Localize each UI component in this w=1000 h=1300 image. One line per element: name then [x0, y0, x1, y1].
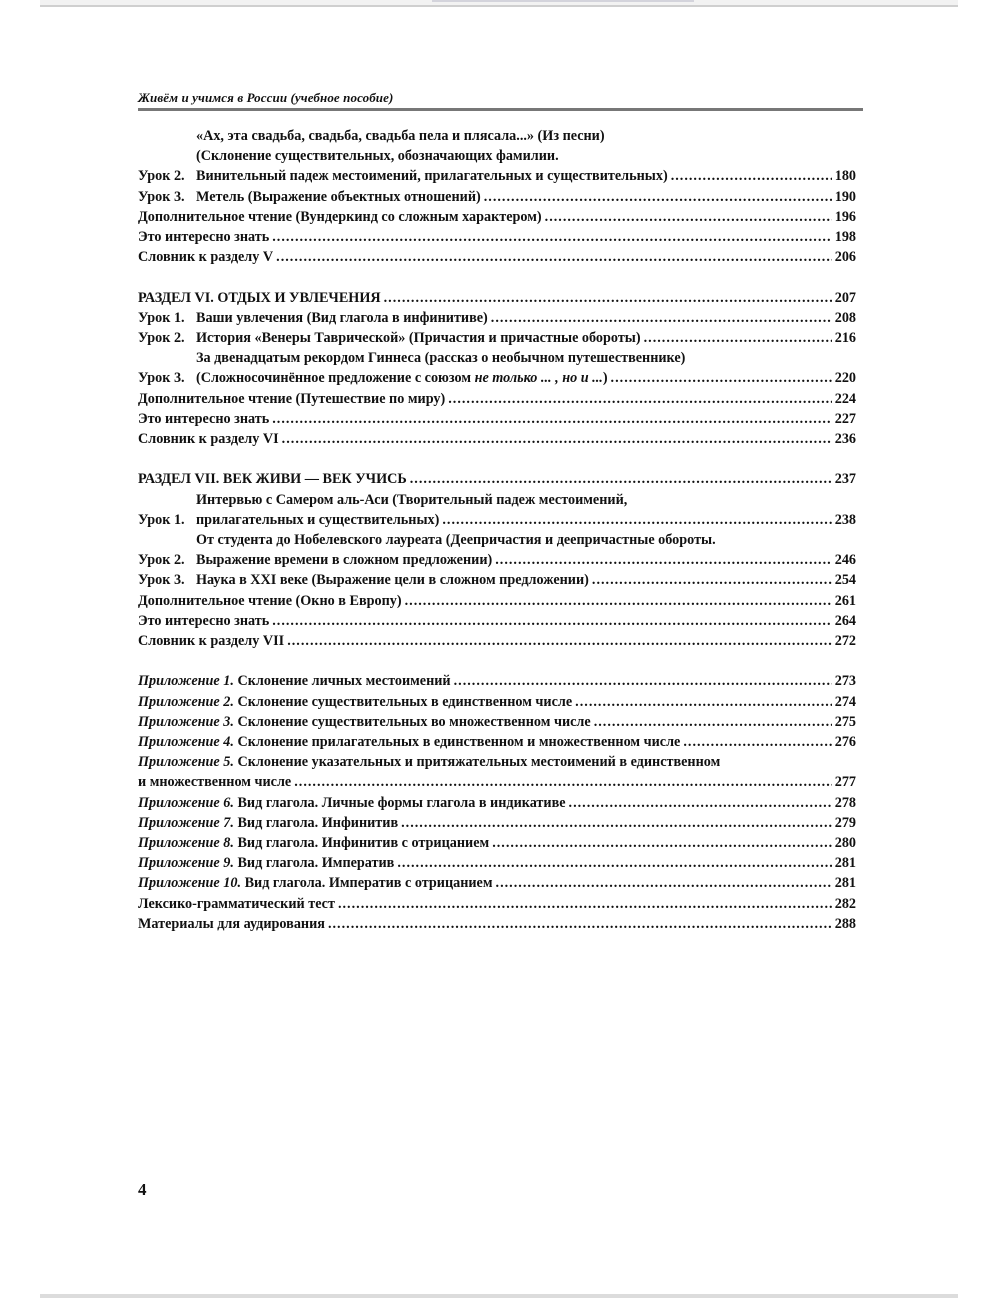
dot-leader	[575, 692, 832, 712]
appendix-label: Приложение 9.	[138, 855, 234, 872]
lesson-number: Урок 3.	[138, 572, 185, 589]
page-ref: 246	[834, 552, 856, 569]
entry-title-line: От студента до Нобелевского лауреата (Деепричастия и деепричастные обороты.	[196, 532, 716, 549]
page-ref: 281	[834, 855, 856, 872]
appendix-label: Приложение 4.	[138, 734, 234, 751]
entry-title-line: Ваши увлечения (Вид глагола в инфинитиве)	[196, 309, 488, 326]
page-ref: 282	[834, 895, 856, 912]
toc-entry-lesson[interactable]	[138, 490, 856, 530]
appendix-label: Приложение 2.	[138, 693, 234, 710]
dot-leader	[397, 853, 831, 873]
entry-title: Дополнительное чтение (Путешествие по миру)	[138, 390, 446, 407]
appendix-title: Склонение существительных во множественном числе	[233, 713, 591, 730]
viewer-scroll-handle[interactable]	[432, 0, 694, 2]
appendix-title: Склонение указательных и притяжательных местоимений в единственном	[233, 754, 721, 771]
toc-appendices	[138, 671, 856, 934]
toc-entry[interactable]	[138, 591, 856, 611]
appendix-entry[interactable]	[138, 813, 856, 833]
appendix-title-continued: и множественном числе	[138, 774, 292, 791]
page-ref: 288	[834, 915, 856, 932]
page-ref: 238	[834, 511, 856, 528]
dot-leader	[287, 631, 832, 651]
dot-leader	[569, 793, 832, 813]
page-ref: 236	[834, 431, 856, 448]
appendix-label: Приложение 6.	[138, 794, 234, 811]
toc-entry[interactable]	[138, 914, 856, 934]
appendix-title: Вид глагола. Инфинитив	[233, 814, 399, 831]
toc-section-6	[138, 288, 856, 450]
entry-title-line: Выражение времени в сложном предложении)	[196, 552, 493, 569]
table-of-contents	[138, 126, 856, 934]
appendix-entry[interactable]	[138, 692, 856, 712]
appendix-title: Вид глагола. Императив	[233, 855, 395, 872]
entry-title: Словник к разделу VII	[138, 633, 285, 650]
page-ref: 190	[834, 188, 856, 205]
toc-entry[interactable]	[138, 389, 856, 409]
toc-entry-lesson[interactable]	[138, 328, 856, 348]
lesson-number: Урок 1.	[138, 309, 185, 326]
entry-title: Словник к разделу VI	[138, 431, 279, 448]
page-ref: 216	[834, 330, 856, 347]
dot-leader	[272, 611, 832, 631]
lesson-number: Урок 3.	[138, 370, 185, 387]
page-ref: 224	[834, 390, 856, 407]
dot-leader	[592, 570, 832, 590]
dot-leader	[282, 429, 832, 449]
toc-entry[interactable]	[138, 894, 856, 914]
entry-title-line: Метель (Выражение объектных отношений)	[196, 188, 481, 205]
page-ref: 278	[834, 794, 856, 811]
entry-title-line: Винительный падеж местоимений, прилагательных и существительных)	[196, 168, 668, 185]
section-title: РАЗДЕЛ VI. ОТДЫХ И УВЛЕЧЕНИЯ	[138, 289, 381, 306]
page-ref: 237	[834, 471, 856, 488]
toc-entry[interactable]	[138, 247, 856, 267]
page-ref: 274	[834, 693, 856, 710]
page-ref: 208	[834, 309, 856, 326]
dot-leader	[492, 833, 832, 853]
page-ref: 273	[834, 673, 856, 690]
entry-title: Это интересно знать	[138, 612, 270, 629]
dot-leader	[442, 510, 831, 530]
dot-leader	[338, 894, 832, 914]
dot-leader	[405, 591, 832, 611]
appendix-title: Вид глагола. Императив с отрицанием	[241, 875, 493, 892]
toc-entry[interactable]	[138, 631, 856, 651]
appendix-title: Склонение личных местоимений	[233, 673, 451, 690]
dot-leader	[384, 288, 832, 308]
dot-leader	[683, 732, 831, 752]
entry-title-line: (Склонение существительных, обозначающих фамилии.	[196, 148, 559, 165]
page-ref: 277	[834, 774, 856, 791]
entry-title-line: За двенадцатым рекордом Гиннеса (рассказ о необычном путешественнике)	[196, 350, 686, 367]
dot-leader	[276, 247, 832, 267]
entry-title-line: «Ах, эта свадьба, свадьба, свадьба пела и плясала...» (Из песни)	[196, 128, 605, 144]
lesson-number: Урок 2.	[138, 168, 185, 185]
appendix-entry[interactable]	[138, 873, 856, 893]
entry-title: Дополнительное чтение (Окно в Европу)	[138, 592, 402, 609]
running-head: Живём и учимся в России (учебное пособие)	[138, 90, 863, 111]
dot-leader	[545, 207, 832, 227]
title-italic-phrase: не только ... , но и ...	[474, 370, 603, 387]
section-heading[interactable]	[138, 469, 856, 489]
lesson-number: Урок 1.	[138, 511, 185, 528]
appendix-entry[interactable]	[138, 793, 856, 813]
page-ref: 227	[834, 410, 856, 427]
dot-leader	[491, 308, 832, 328]
dot-leader	[496, 873, 832, 893]
page-ref: 180	[834, 168, 856, 185]
appendix-entry[interactable]	[138, 712, 856, 732]
page-ref: 280	[834, 835, 856, 852]
appendix-label: Приложение 3.	[138, 713, 234, 730]
dot-leader	[294, 772, 832, 792]
appendix-title: Склонение существительных в единственном числе	[233, 693, 573, 710]
appendix-label: Приложение 10.	[138, 875, 242, 892]
appendix-label: Приложение 7.	[138, 814, 234, 831]
page-ref: 198	[834, 229, 856, 246]
toc-entry-lesson[interactable]	[138, 187, 856, 207]
page-bottom-edge	[40, 1294, 958, 1298]
toc-section-7	[138, 469, 856, 651]
page-ref: 281	[834, 875, 856, 892]
entry-title: Материалы для аудирования	[138, 915, 325, 932]
appendix-entry[interactable]	[138, 732, 856, 752]
dot-leader	[495, 550, 832, 570]
toc-entry-lesson[interactable]	[138, 530, 856, 570]
entry-title-line	[196, 368, 608, 388]
page-ref: 254	[834, 572, 856, 589]
toc-entry[interactable]	[138, 429, 856, 449]
page-ref: 279	[834, 814, 856, 831]
section-heading[interactable]	[138, 288, 856, 308]
page-ref: 272	[834, 633, 856, 650]
appendix-entry[interactable]	[138, 833, 856, 853]
entry-title-line: Наука в XXI веке (Выражение цели в сложном предложении)	[196, 572, 589, 589]
entry-title-line: прилагательных и существительных)	[196, 511, 440, 528]
entry-title-line: Интервью с Самером аль-Аси (Творительный падеж местоимений,	[196, 491, 628, 508]
toc-entry-lesson[interactable]	[138, 570, 856, 590]
page-ref: 196	[834, 208, 856, 225]
entry-title-line: История «Венеры Таврической» (Причастия и причастные обороты)	[196, 330, 641, 347]
toc-entry[interactable]	[138, 611, 856, 631]
appendix-entry[interactable]	[138, 671, 856, 691]
page-ref: 261	[834, 592, 856, 609]
appendix-entry[interactable]	[138, 752, 856, 792]
dot-leader	[484, 187, 832, 207]
lesson-number: Урок 3.	[138, 188, 185, 205]
dot-leader	[272, 227, 832, 247]
appendix-title: Склонение прилагательных в единственном и множественном числе	[233, 734, 681, 751]
title-prefix: (Сложносочинённое предложение с союзом	[196, 370, 475, 387]
page-ref: 207	[834, 289, 856, 306]
dot-leader	[328, 914, 832, 934]
lesson-number: Урок 2.	[138, 330, 185, 347]
entry-title: Лексико-грамматический тест	[138, 895, 335, 912]
page-top-edge	[40, 5, 958, 7]
page-ref: 264	[834, 612, 856, 629]
appendix-label: Приложение 1.	[138, 673, 234, 690]
toc-entry[interactable]	[138, 207, 856, 227]
toc-entry-lesson[interactable]	[138, 308, 856, 328]
entry-title: Словник к разделу V	[138, 249, 274, 266]
entry-title: Это интересно знать	[138, 229, 270, 246]
page-ref: 275	[834, 713, 856, 730]
dot-leader	[611, 368, 832, 388]
dot-leader	[594, 712, 832, 732]
appendix-label: Приложение 5.	[138, 754, 234, 771]
dot-leader	[410, 469, 832, 489]
appendix-label: Приложение 8.	[138, 835, 234, 852]
appendix-entry[interactable]	[138, 853, 856, 873]
appendix-title: Вид глагола. Личные формы глагола в индикативе	[233, 794, 566, 811]
page-ref: 206	[834, 249, 856, 266]
entry-title: Это интересно знать	[138, 410, 270, 427]
toc-entry-lesson[interactable]	[138, 348, 856, 388]
dot-leader	[272, 409, 832, 429]
dot-leader	[644, 328, 832, 348]
dot-leader	[401, 813, 832, 833]
page-number: 4	[138, 1180, 147, 1199]
appendix-title: Вид глагола. Инфинитив с отрицанием	[233, 835, 490, 852]
page-ref: 276	[834, 734, 856, 751]
dot-leader	[671, 166, 832, 186]
section-title: РАЗДЕЛ VII. ВЕК ЖИВИ — ВЕК УЧИСЬ	[138, 471, 407, 488]
dot-leader	[448, 389, 831, 409]
toc-section-5-tail	[138, 126, 856, 267]
toc-entry[interactable]	[138, 227, 856, 247]
lesson-number: Урок 2.	[138, 552, 185, 569]
title-suffix: )	[602, 370, 608, 387]
dot-leader	[454, 671, 832, 691]
toc-entry[interactable]	[138, 409, 856, 429]
entry-title: Дополнительное чтение (Вундеркинд со сложным характером)	[138, 208, 542, 225]
toc-entry-lesson[interactable]	[138, 126, 856, 187]
page-ref: 220	[834, 370, 856, 387]
